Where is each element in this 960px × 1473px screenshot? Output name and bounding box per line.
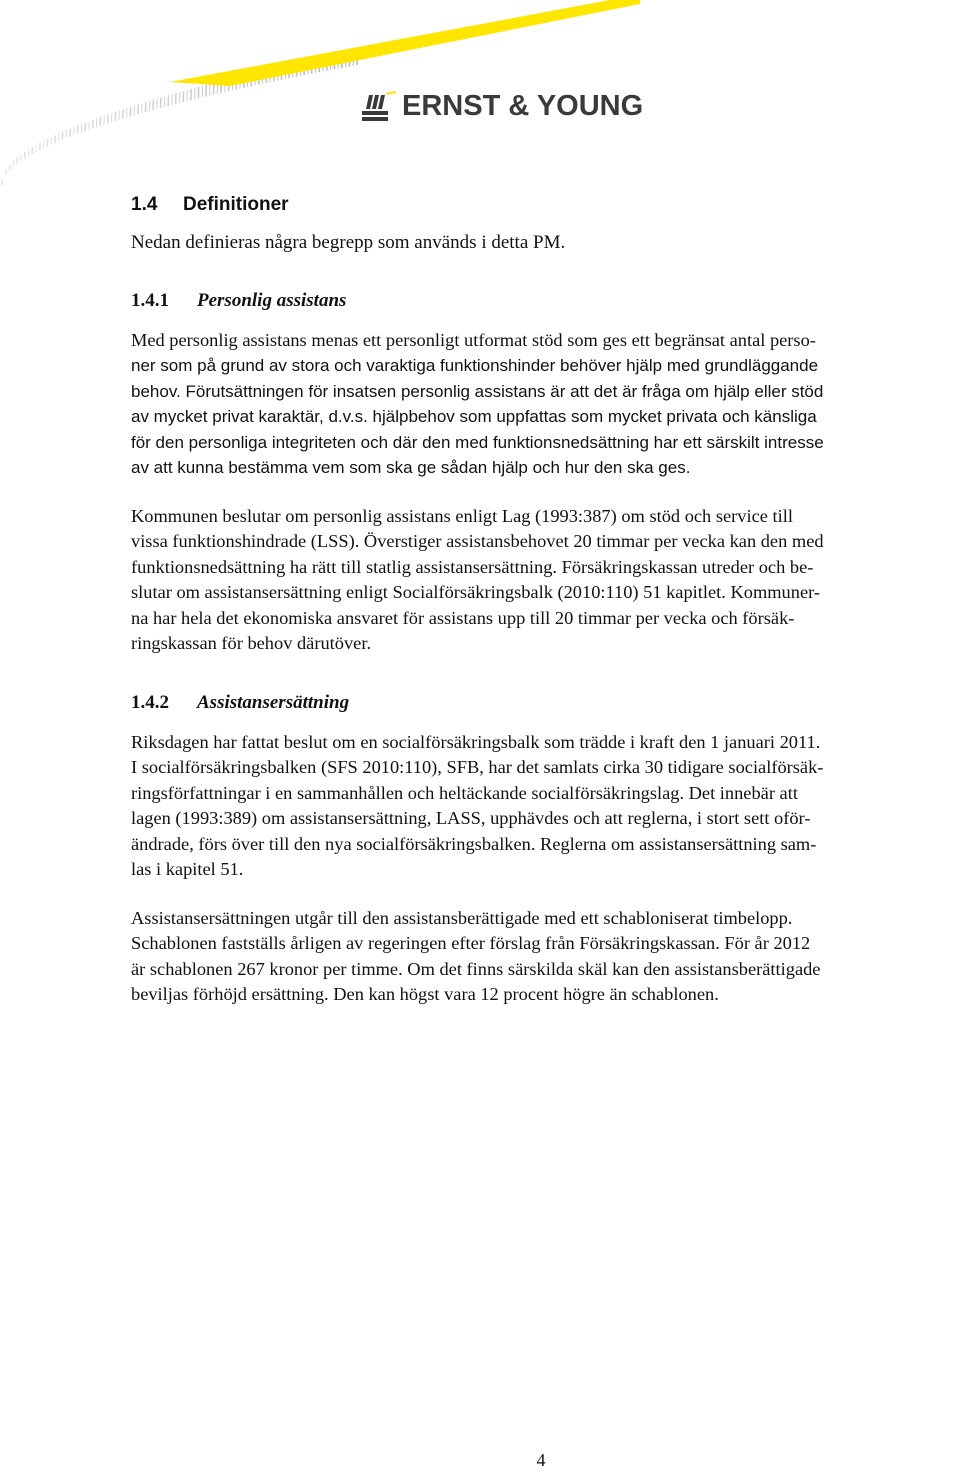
paragraph-assistansersattning-1	[131, 730, 960, 882]
section-intro: Nedan definieras några begrepp som används i detta PM.	[131, 232, 566, 253]
text-line: av att kunna bestämma vem som ska ge sådan hjälp och hur den ska ges.	[131, 458, 691, 478]
logo-wordmark: ERNST & YOUNG	[402, 89, 644, 122]
text-line: na har hela det ekonomiska ansvaret för assistans upp till 20 timmar per vecka och försäk-	[131, 607, 795, 628]
text-line: Riksdagen har fattat beslut om en socialförsäkringsbalk som trädde i kraft den 1 januari 2011.	[131, 732, 821, 752]
subsection-number-2: 1.4.2	[131, 692, 169, 713]
section-number: 1.4	[131, 194, 158, 215]
text-line: Kommunen beslutar om personlig assistans enligt Lag (1993:387) om stöd och service till	[131, 506, 793, 526]
ernst-young-logo	[362, 86, 643, 126]
text-line: lagen (1993:389) om assistansersättning, LASS, upphävdes och att reglerna, i stort sett oför-	[131, 808, 811, 829]
paragraph-personlig-assistans-2	[131, 504, 960, 656]
text-line: av mycket privat karaktär, d.v.s. hjälpbehov som uppfattas som mycket privata och känsliga	[131, 407, 817, 427]
yellow-beam	[170, 0, 640, 86]
subsection-title-2: Assistansersättning	[197, 692, 350, 713]
paragraph-assistansersattning-2	[131, 906, 960, 1008]
page-number: 4	[536, 1450, 546, 1470]
text-line: Schablonen fastställs årligen av regeringen efter förslag från Försäkringskassan. För år 2012	[131, 933, 811, 954]
subsection-number-1: 1.4.1	[131, 290, 169, 311]
section-title: Definitioner	[183, 194, 289, 215]
subsection-title-1: Personlig assistans	[197, 290, 347, 311]
text-line: ringskassan för behov därutöver.	[131, 633, 372, 654]
section-heading	[131, 194, 289, 216]
text-line: vissa funktionshindrade (LSS). Överstiger assistansbehovet 20 timmar per vecka kan den med	[131, 531, 824, 552]
text-line: slutar om assistansersättning enligt Socialförsäkringsbalk (2010:110) 51 kapitlet. Kommuner-	[131, 582, 820, 603]
text-line: ändrade, förs över till den nya socialförsäkringsbalken. Reglerna om assistansersättning sam-	[131, 833, 817, 854]
text-line: behov. Förutsättningen för insatsen personlig assistans är att det är fråga om hjälp eller stöd	[131, 381, 824, 401]
text-line: Med personlig assistans menas ett personligt utformat stöd som ges ett begränsat antal perso-	[131, 330, 816, 350]
text-line: funktionsnedsättning ha rätt till statlig assistansersättning. Försäkringskassan utreder och be-	[131, 556, 814, 577]
subsection-heading-1	[131, 290, 346, 312]
text-line: Assistansersättningen utgår till den assistansberättigade med ett schabloniserat timbelopp.	[131, 908, 793, 928]
paragraph-personlig-assistans-1	[131, 328, 960, 480]
text-line: är schablonen 267 kronor per timme. Om det finns särskilda skäl kan den assistansberättigade	[131, 958, 821, 979]
ernst-young-beam-logo-icon	[362, 91, 396, 121]
text-line: ringsförfattningar i en sammanhållen och heltäckande socialförsäkringslag. Det innebär att	[131, 782, 798, 803]
text-line: ner som på grund av stora och varaktiga funktionshinder behöver hjälp med grundläggande	[131, 356, 819, 376]
text-line: las i kapitel 51.	[131, 859, 244, 880]
text-line: för den personliga integriteten och där den med funktionsnedsättning har ett särskilt intresse	[131, 432, 824, 452]
subsection-heading-2	[131, 692, 349, 714]
text-line: beviljas förhöjd ersättning. Den kan högst vara 12 procent högre än schablonen.	[131, 984, 719, 1005]
text-line: I socialförsäkringsbalken (SFS 2010:110), SFB, har det samlats cirka 30 tidigare socialförsäk-	[131, 757, 824, 778]
